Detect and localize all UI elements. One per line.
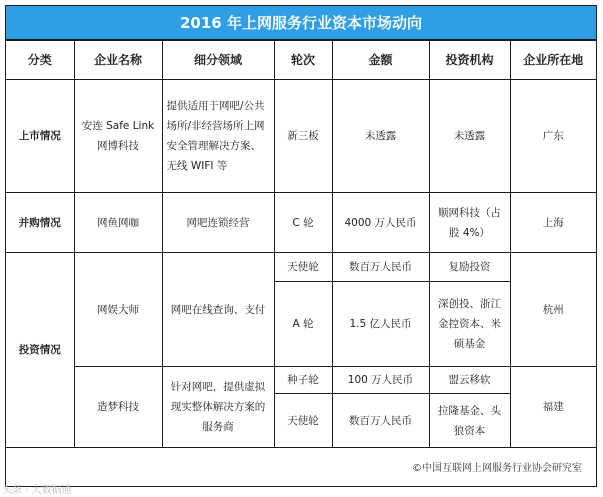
field-cell: 网吧在线查询、支付 bbox=[162, 253, 274, 367]
investor-cell: 拉隆基金、头狼资本 bbox=[429, 394, 510, 448]
header-row bbox=[6, 41, 596, 80]
amount-cell: 数百万人民币 bbox=[332, 394, 429, 448]
location-cell: 上海 bbox=[510, 193, 596, 253]
round-cell: 种子轮 bbox=[274, 367, 332, 394]
category-investment: 投资情况 bbox=[6, 253, 74, 448]
field-cell: 网吧连锁经营 bbox=[162, 193, 274, 253]
table-frame bbox=[5, 5, 597, 487]
round-cell: A 轮 bbox=[274, 282, 332, 367]
watermark: 头条 · 大数据通 bbox=[2, 485, 72, 496]
field-cell: 提供适用于网吧/公共场所/非经营场所上网安全管理解决方案、无线 WIFI 等 bbox=[162, 80, 274, 193]
header-amount: 金额 bbox=[332, 41, 429, 80]
company-cell: 网娱大师 bbox=[74, 253, 162, 367]
table-title: 2016 年上网服务行业资本市场动向 bbox=[6, 6, 596, 40]
round-cell: 天使轮 bbox=[274, 394, 332, 448]
company-cell: 造梦科技 bbox=[74, 367, 162, 448]
investor-cell: 顺网科技（占股 4%） bbox=[429, 193, 510, 253]
header-round: 轮次 bbox=[274, 41, 332, 80]
amount-cell: 1.5 亿人民币 bbox=[332, 282, 429, 367]
company-cell: 网鱼网咖 bbox=[74, 193, 162, 253]
category-merger: 并购情况 bbox=[6, 193, 74, 253]
table-row bbox=[6, 367, 596, 394]
header-company: 企业名称 bbox=[74, 41, 162, 80]
amount-cell: 100 万人民币 bbox=[332, 367, 429, 394]
capital-market-table bbox=[6, 40, 596, 448]
table-row bbox=[6, 193, 596, 253]
source-credit: ©中国互联网上网服务行业协会研究室 bbox=[412, 463, 582, 474]
header-field: 细分领域 bbox=[162, 41, 274, 80]
header-location: 企业所在地 bbox=[510, 41, 596, 80]
table-row bbox=[6, 80, 596, 193]
header-investor: 投资机构 bbox=[429, 41, 510, 80]
investor-cell: 盟云移软 bbox=[429, 367, 510, 394]
investor-cell: 复励投资 bbox=[429, 253, 510, 282]
field-cell: 针对网吧，提供虚拟现实整体解决方案的服务商 bbox=[162, 367, 274, 448]
company-cell: 安连 Safe Link 网博科技 bbox=[74, 80, 162, 193]
location-cell: 福建 bbox=[510, 367, 596, 448]
investor-cell: 深创投、浙江金控资本、米硕基金 bbox=[429, 282, 510, 367]
round-cell: 新三板 bbox=[274, 80, 332, 193]
round-cell: C 轮 bbox=[274, 193, 332, 253]
investor-cell: 未透露 bbox=[429, 80, 510, 193]
location-cell: 广东 bbox=[510, 80, 596, 193]
amount-cell: 4000 万人民币 bbox=[332, 193, 429, 253]
category-listing: 上市情况 bbox=[6, 80, 74, 193]
header-category: 分类 bbox=[6, 41, 74, 80]
amount-cell: 数百万人民币 bbox=[332, 253, 429, 282]
table-row bbox=[6, 253, 596, 282]
amount-cell: 未透露 bbox=[332, 80, 429, 193]
location-cell: 杭州 bbox=[510, 253, 596, 367]
round-cell: 天使轮 bbox=[274, 253, 332, 282]
